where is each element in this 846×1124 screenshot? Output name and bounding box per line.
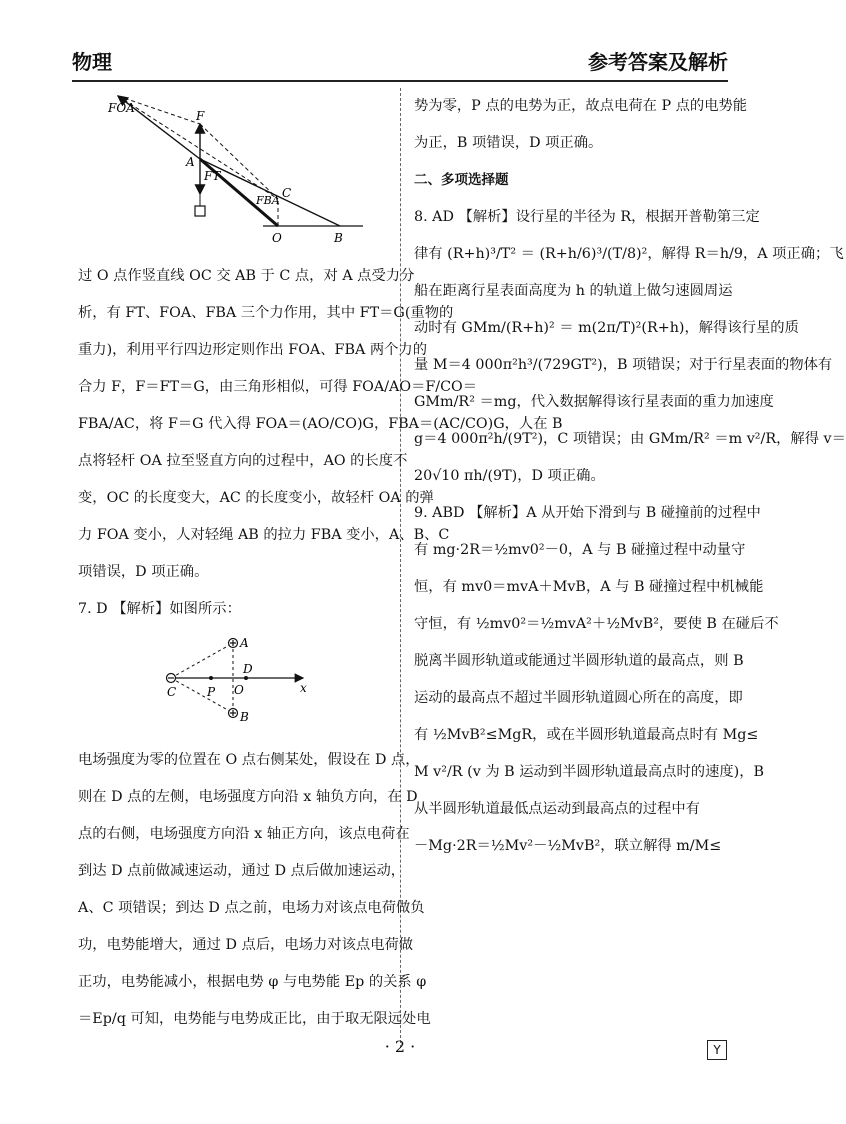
label-x: x <box>300 681 307 695</box>
question-7-head: 7. D 【解析】如图所示： <box>78 601 241 617</box>
text-line: 功，电势能增大，通过 D 点后，电场力对该点电荷做 <box>78 937 414 953</box>
text-line: 势为零，P 点的电势为正，故点电荷在 P 点的电势能 <box>414 98 748 114</box>
label-foa: FOA <box>108 101 135 115</box>
label-o: O <box>272 231 282 245</box>
right-column <box>414 88 846 865</box>
label-b2: B <box>240 710 249 724</box>
charge-diagram <box>78 628 390 738</box>
text-line: 电场强度为零的位置在 O 点右侧某处，假设在 D 点， <box>78 752 420 768</box>
text-line: A、C 项错误；到达 D 点之前，电场力对该点电荷做负 <box>78 900 425 916</box>
text-line: －Mg·2R＝½Mv²－½MvB²，联立解得 m/M≤ <box>414 838 722 854</box>
header-title: 参考答案及解析 <box>588 50 728 74</box>
text-line: 脱离半圆形轨道或能通过半圆形轨道的最高点，则 B <box>414 653 744 669</box>
label-c2: C <box>167 685 177 699</box>
label-a: A <box>186 155 195 169</box>
label-a2: A <box>240 636 249 650</box>
section-heading: 二、多项选择题 <box>414 172 509 188</box>
force-diagram <box>78 84 390 254</box>
text-line: 正功，电势能减小，根据电势 φ 与电势能 Ep 的关系 φ <box>78 974 427 990</box>
dash-2 <box>200 124 278 199</box>
text-line: 合力 F，F＝FT＝G，由三角形相似，可得 FOA/AO＝F/CO＝ <box>78 379 478 395</box>
text-line: FBA/AC，将 F＝G 代入得 FOA＝(AO/CO)G，FBA＝(AC/CO)G，人在 B <box>78 416 563 432</box>
label-o2: O <box>234 683 244 697</box>
point-d <box>244 676 248 680</box>
text-line: 从半圆形轨道最低点运动到最高点的过程中有 <box>414 801 700 817</box>
text-line: 到达 D 点前做减速运动，通过 D 点后做加速运动， <box>78 863 406 879</box>
text-line: 重力)，利用平行四边形定则作出 FOA、FBA 两个力的 <box>78 342 428 358</box>
text-line: 则在 D 点的左侧，电场强度方向沿 x 轴负方向，在 D <box>78 789 418 805</box>
text-line: 析，有 FT、FOA、FBA 三个力作用，其中 FT＝G(重物的 <box>78 305 454 321</box>
corner-mark: Y <box>707 1040 727 1060</box>
text-line: 有 ½MvB²≤MgR，或在半圆形轨道最高点时有 Mg≤ <box>414 727 759 743</box>
text-line: 过 O 点作竖直线 OC 交 AB 于 C 点，对 A 点受力分 <box>78 268 415 284</box>
text-line: 9. ABD 【解析】A 从开始下滑到与 B 碰撞前的过程中 <box>414 505 761 521</box>
text-line: 点将轻杆 OA 拉至竖直方向的过程中，AO 的长度不 <box>78 453 408 469</box>
text-line: 律有 (R+h)³/T² ＝ (R+h/6)³/(T/8)²，解得 R＝h/9，A 项正确；飞 <box>414 246 844 262</box>
text-line: 20√10 πh/(9T)，D 项正确。 <box>414 468 605 484</box>
text-line: 变，OC 的长度变大，AC 的长度变小，故轻杆 OA 的弹 <box>78 490 434 506</box>
text-line: 为正，B 项错误，D 项正确。 <box>414 135 603 151</box>
subject-label: 物理 <box>72 50 112 74</box>
text-line: 8. AD 【解析】设行星的半径为 R，根据开普勒第三定 <box>414 209 760 225</box>
label-fba: FBA <box>256 194 280 207</box>
text-line: GMm/R² ＝mg，代入数据解得该行星表面的重力加速度 <box>414 394 774 410</box>
rope-ab <box>200 159 340 226</box>
header-rule <box>72 80 728 82</box>
point-p <box>209 676 213 680</box>
text-line: ＝Ep/q 可知，电势能与电势成正比，由于取无限远处电 <box>78 1011 431 1027</box>
weight-box <box>195 206 205 216</box>
charge-diagram-svg <box>78 628 378 738</box>
text-line: 动时有 GMm/(R+h)² ＝ m(2π/T)²(R+h)，解得该行星的质 <box>414 320 799 336</box>
text-line: 项错误，D 项正确。 <box>78 564 209 580</box>
label-c: C <box>282 186 292 200</box>
text-line: 船在距离行星表面高度为 h 的轨道上做匀速圆周运 <box>414 283 733 299</box>
label-b: B <box>334 231 343 245</box>
text-line: 量 M＝4 000π²h³/(729GT²)，B 项错误；对于行星表面的物体有 <box>414 357 833 373</box>
label-p: P <box>207 685 216 699</box>
label-d: D <box>243 662 253 676</box>
text-line: g＝4 000π²h/(9T²)，C 项错误；由 GMm/R² ＝m v²/R，解得 v＝ <box>414 431 846 447</box>
text-line: 运动的最高点不超过半圆形轨道圆心所在的高度，即 <box>414 690 743 706</box>
force-diagram-svg <box>78 84 378 254</box>
text-line: 守恒，有 ½mv0²＝½mvA²＋½MvB²，要使 B 在碰后不 <box>414 616 779 632</box>
text-line: 恒，有 mv0＝mvA＋MvB，A 与 B 碰撞过程中机械能 <box>414 579 764 595</box>
text-line: 力 FOA 变小，人对轻绳 AB 的拉力 FBA 变小，A、B、C <box>78 527 450 543</box>
label-f: F <box>196 109 205 123</box>
text-line: 点的右侧，电场强度方向沿 x 轴正方向，该点电荷在 <box>78 826 410 842</box>
text-line: 有 mg·2R＝½mv0²－0，A 与 B 碰撞过程中动量守 <box>414 542 746 558</box>
text-line: M v²/R (v 为 B 运动到半圆形轨道最高点时的速度)，B <box>414 764 765 780</box>
dash-ca <box>171 643 233 678</box>
page-number: · 2 · <box>384 1037 416 1056</box>
dash-cb <box>171 678 233 713</box>
label-ft: FT <box>204 169 221 183</box>
